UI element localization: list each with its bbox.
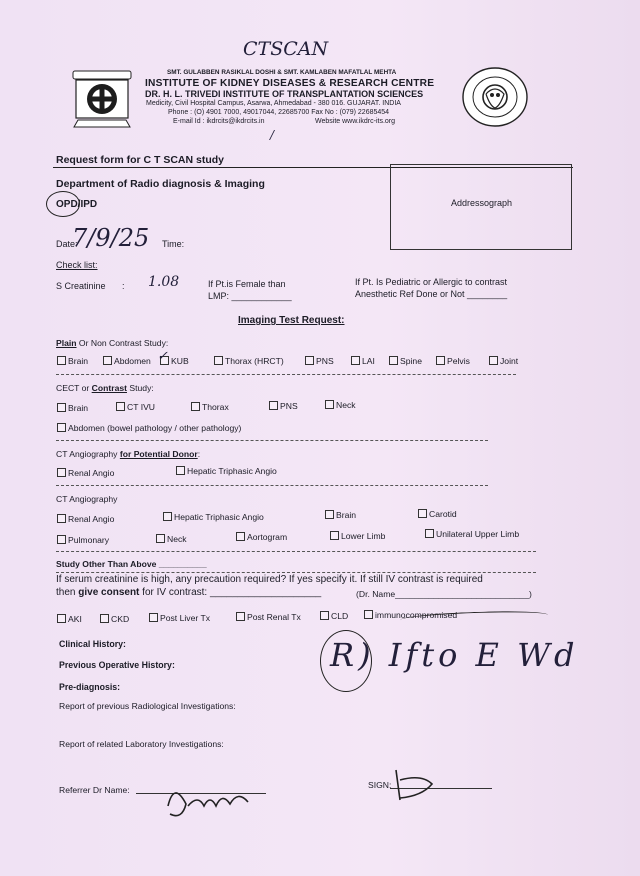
option-label: CLD	[331, 611, 349, 621]
angio-option-hepatic[interactable]	[163, 512, 264, 522]
creatinine-colon: :	[122, 281, 125, 291]
kub-check-mark: ✓	[157, 349, 168, 364]
checkbox[interactable]	[320, 611, 329, 620]
give-consent-word: give consent	[78, 587, 140, 598]
option-label: Post Liver Tx	[160, 613, 210, 623]
option-label: CT IVU	[127, 402, 156, 412]
plain-option-abdomen[interactable]	[103, 356, 151, 366]
addressograph-box[interactable]	[390, 164, 572, 250]
option-label: CKD	[111, 614, 130, 624]
option-label: Brain	[68, 403, 89, 413]
institute-phone: Phone : (O) 4901 7000, 49017044, 22685700 Fax No : (079) 22685454	[168, 109, 390, 116]
option-label: Unilateral Upper Limb	[436, 529, 520, 539]
option-label: LAI	[362, 356, 375, 366]
checkbox[interactable]	[418, 509, 427, 518]
ct-angio-label: CT Angiography	[56, 494, 118, 504]
checkbox[interactable]	[425, 529, 434, 538]
cect-option-pns[interactable]	[269, 401, 298, 411]
addressograph-label: Addressograph	[451, 198, 513, 208]
institute-website: Website www.ikdrc-its.org	[315, 118, 396, 125]
checkbox[interactable]	[57, 468, 66, 477]
option-label: Hepatic Triphasic Angio	[187, 466, 277, 476]
checkbox[interactable]	[269, 401, 278, 410]
checkbox[interactable]	[364, 610, 373, 619]
plain-option-pelvis[interactable]	[436, 356, 470, 366]
sub-institute-name: DR. H. L. TRIVEDI INSTITUTE OF TRANSPLANTATION SCIENCES	[145, 89, 424, 99]
institute-name: INSTITUTE OF KIDNEY DISEASES & RESEARCH CENTRE	[145, 78, 435, 89]
option-label: PNS	[280, 401, 298, 411]
option-label: Joint	[500, 356, 519, 366]
handwritten-mark: /	[270, 128, 275, 142]
angio-option-lower-limb[interactable]	[330, 531, 385, 541]
option-label: KUB	[171, 356, 189, 366]
opd-ipd-label: OPD/IPD	[56, 199, 98, 210]
condition-option-cld[interactable]	[320, 611, 348, 621]
option-label: Brain	[68, 356, 89, 366]
cect-suffix: Study:	[127, 383, 154, 393]
opd-circle-mark	[46, 191, 80, 217]
institute-address: Medicity, Civil Hospital Campus, Asarwa, Ahmedabad - 380 016. GUJARAT. INDIA	[146, 100, 401, 107]
option-label: Thorax (HRCT)	[225, 356, 284, 366]
checkbox[interactable]	[436, 356, 445, 365]
laboratory-report-label: Report of related Laboratory Investigations:	[59, 739, 224, 749]
angio-option-upper-limb[interactable]	[425, 529, 519, 539]
checklist-label: Check list:	[56, 260, 98, 270]
cect-label	[56, 383, 154, 393]
cect-option-thorax[interactable]	[191, 402, 229, 412]
option-label: Hepatic Triphasic Angio	[174, 512, 264, 522]
option-label: Brain	[336, 510, 357, 520]
checkbox[interactable]	[163, 512, 172, 521]
lmp-label: LMP: ____________	[208, 291, 292, 301]
option-label: immunocompromised	[375, 610, 458, 620]
cect-option-neck[interactable]	[325, 400, 356, 410]
consent-prefix: then	[56, 587, 79, 598]
plain-rest: Or Non Contrast Study:	[76, 338, 169, 348]
ct-angio-prefix: CT Angiography	[56, 449, 120, 459]
cect-prefix: CECT or	[56, 383, 92, 393]
checkbox[interactable]	[305, 356, 314, 365]
checkbox[interactable]	[236, 612, 245, 621]
checkbox[interactable]	[176, 466, 185, 475]
option-label: Aortogram	[247, 532, 288, 542]
creatinine-value[interactable]: 1.08	[148, 274, 180, 290]
checkbox[interactable]	[325, 400, 334, 409]
angio-option-aortogram[interactable]	[236, 532, 287, 542]
donor-option-renal-angio[interactable]	[57, 468, 114, 478]
institute-email: E-mail Id : ikdrcits@ikdrcits.in	[173, 118, 265, 125]
option-label: Renal Angio	[68, 514, 115, 524]
section-divider	[56, 374, 516, 375]
option-label: Thorax	[202, 402, 229, 412]
checkbox[interactable]	[156, 534, 165, 543]
option-label: Carotid	[429, 509, 457, 519]
condition-option-post-liver[interactable]	[149, 613, 210, 623]
option-label: Post Renal Tx	[247, 612, 301, 622]
anesthetic-label: Anesthetic Ref Done or Not ________	[355, 289, 508, 299]
checkbox[interactable]	[389, 356, 398, 365]
option-label: Renal Angio	[68, 468, 115, 478]
checkbox[interactable]	[57, 514, 66, 523]
potential-donor-word: for Potential Donor	[119, 449, 198, 459]
checkbox[interactable]	[57, 423, 66, 432]
option-label: Lower Limb	[341, 531, 386, 541]
ikdrc-logo	[70, 70, 134, 130]
option-label: AKI	[68, 614, 82, 624]
checkbox[interactable]	[214, 356, 223, 365]
condition-option-post-renal[interactable]	[236, 612, 301, 622]
date-label: Date:	[56, 239, 78, 249]
clinical-history-label: Clinical History:	[59, 639, 126, 649]
trustees-line: SMT. GULABBEN RASIKLAL DOSHI & SMT. KAMLABEN MAFATLAL MEHTA	[167, 69, 397, 76]
plain-option-pns[interactable]	[305, 356, 334, 366]
transplantation-sciences-seal	[460, 66, 530, 128]
section-divider	[56, 440, 488, 441]
date-value[interactable]: 7/9/25	[72, 224, 150, 252]
plain-option-thorax[interactable]	[214, 356, 284, 366]
section-divider	[56, 572, 536, 573]
condition-option-ckd[interactable]	[100, 614, 129, 624]
cect-option-ct-ivu[interactable]	[116, 402, 155, 412]
referrer-signature	[160, 776, 260, 826]
contrast-word: Contrast	[91, 383, 127, 393]
option-label: PNS	[316, 356, 334, 366]
plain-word: Plain	[56, 338, 77, 348]
pediatric-label: If Pt. Is Pediatric or Allergic to contrast	[355, 277, 508, 287]
imaging-heading: Imaging Test Request:	[238, 315, 345, 326]
checkbox[interactable]	[57, 356, 66, 365]
option-label: Neck	[336, 400, 356, 410]
female-label: If Pt.is Female than	[208, 279, 286, 289]
ct-angio-suffix: :	[197, 449, 201, 459]
plain-option-joint[interactable]	[489, 356, 518, 366]
checkbox[interactable]	[236, 532, 245, 541]
angio-option-renal[interactable]	[57, 514, 114, 524]
checkbox[interactable]	[57, 535, 66, 544]
plain-option-lai[interactable]	[351, 356, 375, 366]
angio-option-pulmonary[interactable]	[57, 535, 109, 545]
creatinine-label: S Creatinine	[56, 281, 106, 291]
time-label: Time:	[162, 239, 185, 249]
checkbox[interactable]	[351, 356, 360, 365]
option-label: Neck	[167, 534, 187, 544]
plain-option-brain[interactable]	[57, 356, 88, 366]
option-label: Abdomen	[114, 356, 151, 366]
cect-option-brain[interactable]	[57, 403, 88, 413]
checkbox[interactable]	[116, 402, 125, 411]
radiological-report-label: Report of previous Radiological Investigations:	[59, 701, 236, 711]
plain-option-spine[interactable]	[389, 356, 422, 366]
department-label: Department of Radio diagnosis & Imaging	[56, 178, 265, 190]
checkbox[interactable]	[489, 356, 498, 365]
section-divider	[56, 551, 536, 552]
prediagnosis-label: Pre-diagnosis:	[59, 682, 121, 692]
checkbox[interactable]	[57, 614, 66, 623]
option-label: Pulmonary	[68, 535, 110, 545]
checkbox[interactable]	[330, 531, 339, 540]
checkbox[interactable]	[325, 510, 334, 519]
checkbox[interactable]	[149, 613, 158, 622]
option-label: Spine	[400, 356, 422, 366]
angio-option-neck[interactable]	[156, 534, 187, 544]
cect-option-abdomen[interactable]	[57, 423, 241, 433]
donor-option-hepatic[interactable]	[176, 466, 277, 476]
checkbox[interactable]	[103, 356, 112, 365]
doctor-name-field[interactable]: (Dr. Name____________________________)	[356, 589, 532, 599]
sign-label: SIGN:	[368, 780, 392, 790]
referrer-label: Referrer Dr Name:	[59, 785, 130, 795]
handwritten-top-note: CTSCAN	[243, 38, 329, 60]
consent-suffix: for IV contrast: ____________________	[139, 587, 322, 598]
form-title: Request form for C T SCAN study	[56, 154, 225, 166]
ct-angio-donor-label	[56, 449, 200, 459]
condition-option-aki[interactable]	[57, 614, 82, 624]
handwritten-note: R) Ifto E Wd	[330, 636, 579, 674]
angio-option-carotid[interactable]	[418, 509, 457, 519]
checkbox[interactable]	[100, 614, 109, 623]
study-other-label: Study Other Than Above __________	[56, 559, 207, 569]
consent-line	[56, 587, 321, 598]
checkbox[interactable]	[57, 403, 66, 412]
operative-history-label: Previous Operative History:	[59, 660, 175, 670]
checkbox[interactable]	[191, 402, 200, 411]
angio-option-brain[interactable]	[325, 510, 356, 520]
precaution-question: If serum creatinine is high, any precaution required? If yes specify it. If still IV contrast is required	[56, 574, 483, 585]
signature-mark	[392, 766, 452, 806]
section-divider	[56, 485, 488, 486]
option-label: Pelvis	[447, 356, 470, 366]
option-label: Abdomen (bowel pathology / other pathology)	[68, 423, 242, 433]
plain-study-label	[56, 338, 168, 348]
